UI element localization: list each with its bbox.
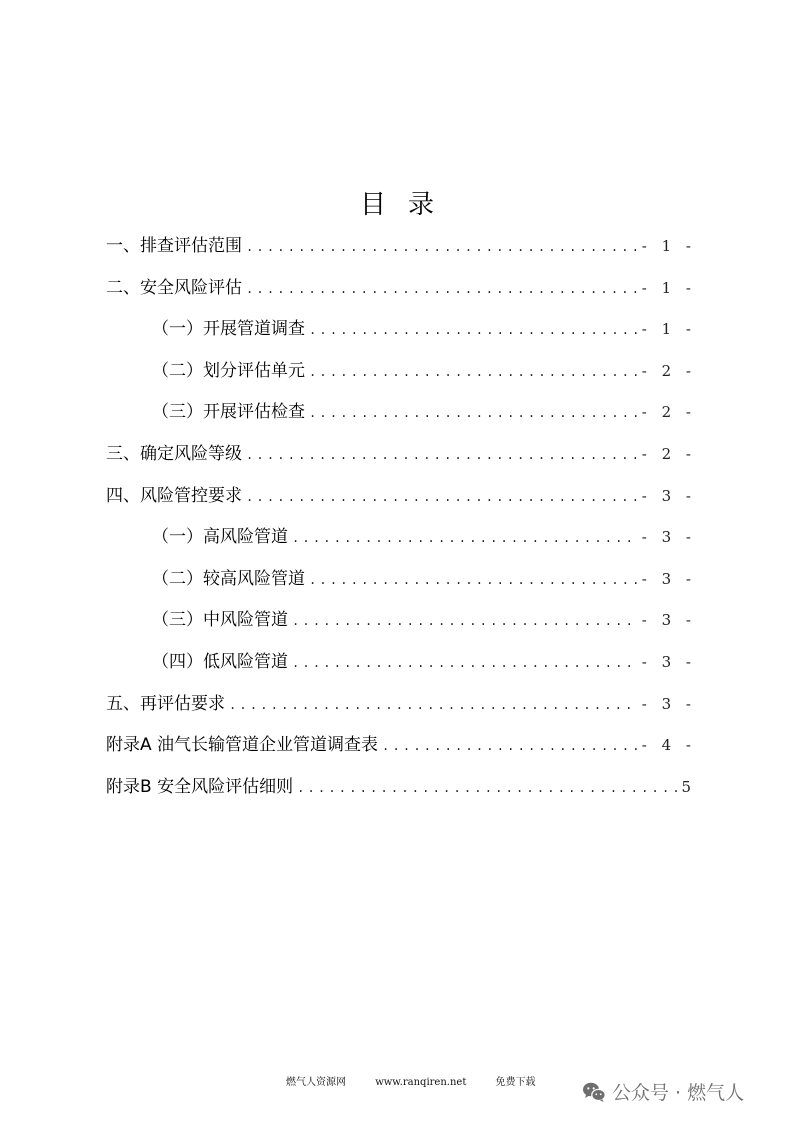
toc-entry[interactable] (106, 228, 696, 270)
toc-entry-page: - 3 - (641, 611, 696, 630)
toc-entry-page: - 3 - (641, 486, 696, 505)
toc-entry-page: - 1 - (641, 278, 696, 297)
toc-leader-dots (229, 687, 638, 723)
toc-entry-page: 5 (681, 777, 696, 796)
page-footer (286, 1073, 562, 1088)
toc-entry-page: - 3 - (641, 652, 696, 671)
toc-leader-dots (382, 728, 638, 764)
toc-leader-dots (297, 770, 677, 806)
toc-entry[interactable] (106, 769, 696, 811)
toc-subentry[interactable] (106, 644, 696, 686)
toc-leader-dots (246, 271, 638, 307)
toc-entry[interactable] (106, 478, 696, 520)
toc-entry[interactable] (106, 270, 696, 312)
toc-entry-page: - 3 - (641, 528, 696, 547)
toc-leader-dots (246, 229, 638, 265)
toc-entry[interactable] (106, 686, 696, 728)
footer-site-name: 燃气人资源网 (286, 1077, 346, 1088)
toc-entry-page: - 2 - (641, 361, 696, 380)
toc-leader-dots (309, 562, 638, 598)
toc-entry-label: 三、确定风险等级 (106, 443, 242, 464)
toc-entry-page: - 4 - (641, 736, 696, 755)
toc-entry-label: （三）中风险管道 (152, 610, 288, 631)
toc-entry-label: （二）较高风险管道 (152, 568, 305, 589)
toc-list (106, 228, 696, 810)
toc-entry-label: （三）开展评估检查 (152, 402, 305, 423)
toc-entry-page: - 3 - (641, 694, 696, 713)
toc-entry-page: - 1 - (641, 237, 696, 255)
toc-subentry[interactable] (106, 519, 696, 561)
footer-url[interactable]: www.ranqiren.net (375, 1077, 467, 1088)
toc-entry-label: （四）低风险管道 (152, 651, 288, 672)
toc-entry-label: 二、安全风险评估 (106, 277, 242, 298)
toc-entry-label: 一、排查评估范围 (106, 236, 242, 256)
toc-leader-dots (292, 645, 638, 681)
wechat-icon (582, 1081, 606, 1103)
toc-leader-dots (309, 354, 638, 390)
toc-subentry[interactable] (106, 602, 696, 644)
toc-subentry[interactable] (106, 311, 696, 353)
wechat-watermark (582, 1078, 744, 1105)
toc-leader-dots (309, 312, 638, 348)
toc-leader-dots (246, 479, 638, 515)
toc-subentry[interactable] (106, 353, 696, 395)
toc-entry-page: - 2 - (641, 403, 696, 422)
toc-subentry[interactable] (106, 394, 696, 436)
toc-title: 目录 (359, 190, 456, 220)
watermark-text: 公众号 · 燃气人 (612, 1082, 745, 1104)
toc-entry-label: 四、风险管控要求 (106, 485, 242, 506)
toc-entry-label: 附录B 安全风险评估细则 (106, 776, 294, 797)
toc-entry[interactable] (106, 727, 696, 769)
toc-entry-label: （一）开展管道调查 (152, 319, 305, 340)
toc-leader-dots (246, 437, 638, 473)
toc-entry-label: （二）划分评估单元 (152, 360, 305, 381)
toc-entry-page: - 2 - (641, 444, 696, 463)
toc-subentry[interactable] (106, 561, 696, 603)
toc-entry[interactable] (106, 436, 696, 478)
toc-entry-label: （一）高风险管道 (152, 527, 288, 548)
footer-note: 免费下载 (495, 1077, 536, 1088)
toc-leader-dots (292, 520, 638, 556)
toc-leader-dots (309, 395, 638, 431)
toc-entry-label: 五、再评估要求 (106, 693, 225, 714)
toc-entry-page: - 3 - (641, 569, 696, 588)
toc-leader-dots (292, 603, 638, 639)
toc-entry-label: 附录A 油气长输管道企业管道调查表 (106, 735, 379, 756)
toc-entry-page: - 1 - (641, 320, 696, 339)
